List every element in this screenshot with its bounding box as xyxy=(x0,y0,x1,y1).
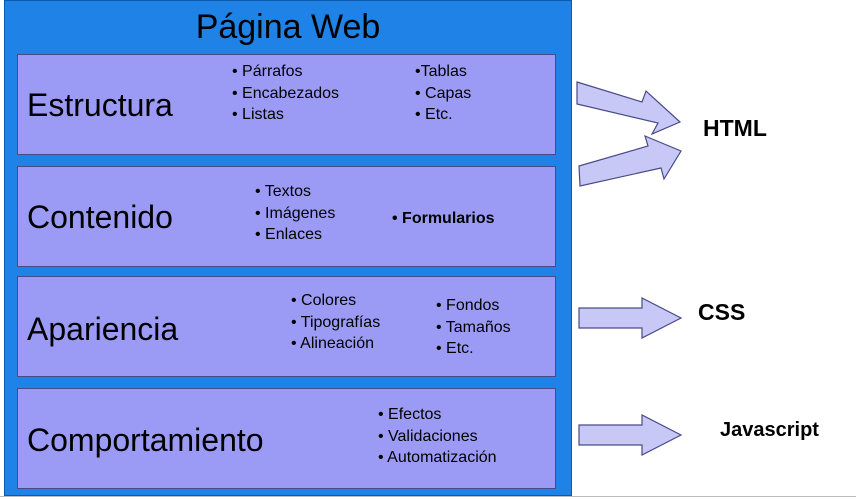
layer-title-apariencia: Apariencia xyxy=(27,311,179,347)
tech-label-javascript: Javascript xyxy=(720,419,819,441)
list-item: • Tamaños xyxy=(436,318,511,336)
list-item: • Efectos xyxy=(378,406,442,423)
list-item: • Listas xyxy=(232,106,284,123)
layer-title-comportamiento: Comportamiento xyxy=(27,422,264,458)
arrow-apariencia-css xyxy=(579,298,681,338)
list-item: • Fondos xyxy=(436,297,500,314)
list-item: • Enlaces xyxy=(255,226,322,243)
tech-label-css: CSS xyxy=(698,299,746,325)
tech-label-html: HTML xyxy=(703,115,767,141)
list-item: • Alineación xyxy=(291,335,374,352)
list-item: • Colores xyxy=(291,292,357,309)
layer-title-contenido: Contenido xyxy=(27,199,173,235)
list-item: • Capas xyxy=(415,84,472,102)
layer-title-estructura: Estructura xyxy=(27,87,173,123)
list-item: • Textos xyxy=(255,183,311,200)
arrow-estructura-html-lower xyxy=(579,136,681,186)
diagram-title: Página Web xyxy=(195,8,381,46)
list-item: • Imágenes xyxy=(255,204,336,222)
arrow-comportamiento-javascript xyxy=(579,415,681,455)
bottom-divider xyxy=(0,496,856,497)
list-item: • Validaciones xyxy=(378,427,478,445)
list-item: • Etc. xyxy=(415,106,453,123)
list-item: • Formularios xyxy=(392,210,495,227)
list-item: • Párrafos xyxy=(232,63,303,80)
list-item: • Etc. xyxy=(436,340,474,357)
arrow-estructura-html-upper xyxy=(577,82,680,134)
list-item: • Encabezados xyxy=(232,84,340,102)
list-item: • Automatización xyxy=(378,449,497,466)
list-item: •Tablas xyxy=(415,63,467,80)
list-item: • Tipografías xyxy=(291,313,381,331)
